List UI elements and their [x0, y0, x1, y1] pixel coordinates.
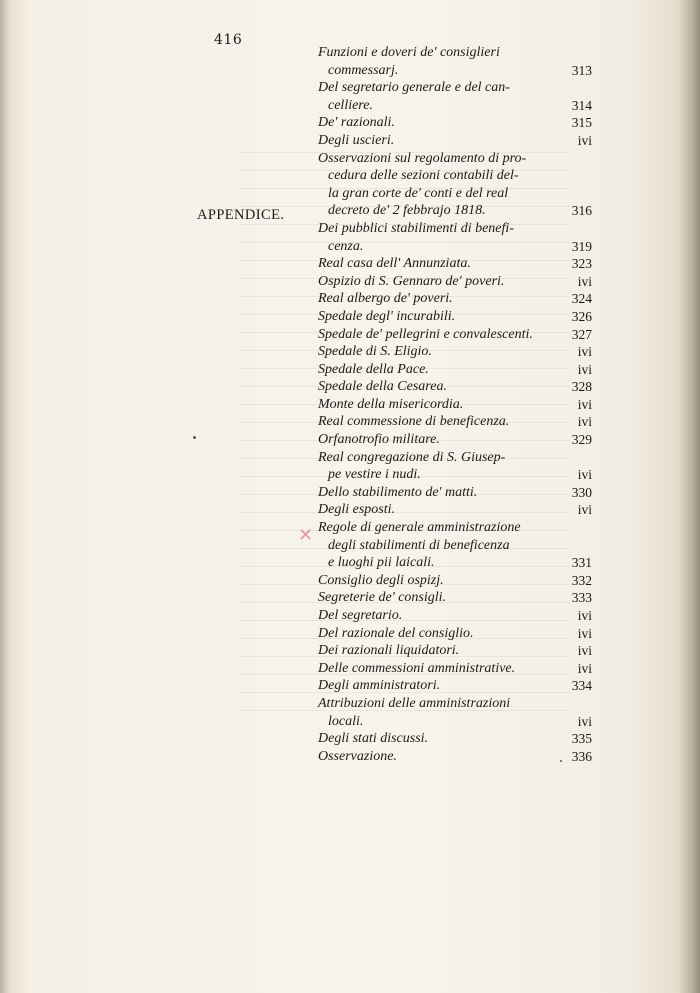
toc-entry-title: Degli amministratori.	[318, 678, 441, 694]
toc-entry-title: Dei razionali liquidatori.	[318, 643, 460, 659]
toc-entry	[318, 44, 592, 79]
toc-entry-page: 319	[571, 238, 592, 254]
section-label-appendice: APPENDICE.	[197, 207, 285, 223]
toc-entry-page: 324	[571, 291, 592, 307]
toc-entry-title: Del segretario generale e del can-	[318, 80, 510, 96]
toc-entry	[318, 431, 592, 449]
toc-entry	[318, 290, 592, 308]
toc-entry-title: Degli esposti.	[318, 502, 395, 518]
toc-entry-title: Monte della misericordia.	[318, 396, 464, 412]
toc-entry-page: 330	[571, 484, 592, 500]
toc-entry-title: Real congregazione di S. Giusep-	[318, 449, 506, 465]
toc-entry-title: Spedale di S. Eligio.	[318, 344, 432, 360]
toc-entry-title: Dello stabilimento de' matti.	[318, 484, 478, 500]
page-number: 416	[214, 32, 243, 48]
toc-entry	[318, 150, 592, 220]
toc-entry	[318, 695, 592, 730]
toc-entry-title: Dei pubblici stabilimenti di benefi-	[318, 220, 514, 236]
toc-entry-page: ivi	[577, 361, 592, 377]
toc-entry-page: 333	[571, 590, 592, 606]
toc-entry-title: Orfanotrofio militare.	[318, 432, 440, 448]
toc-entry-title: De' razionali.	[318, 115, 395, 131]
toc-entry-title: Spedale de' pellegrini e convalescenti.	[318, 326, 533, 342]
toc-entry-page: 313	[571, 62, 592, 78]
toc-entry	[318, 677, 592, 695]
toc-entry-page: ivi	[577, 344, 592, 360]
toc-entry-title-continuation: decreto de' 2 febbrajo 1818.	[328, 203, 486, 219]
toc-entry-page: 326	[571, 308, 592, 324]
toc-entry	[318, 255, 592, 273]
page-edge-shadow	[678, 0, 700, 993]
toc-entry-title: Attribuzioni delle amministrazioni	[318, 695, 511, 711]
toc-entry-title-continuation: commessarj.	[328, 62, 399, 78]
toc-entry-title: Ospizio di S. Gennaro de' poveri.	[318, 273, 505, 289]
toc-entry	[318, 572, 592, 590]
toc-entry-title: Real casa dell' Annunziata.	[318, 256, 471, 272]
toc-entry-page: 327	[571, 326, 592, 342]
toc-entry	[318, 326, 592, 344]
toc-entry-title-continuation: pe vestire i nudi.	[328, 467, 421, 483]
toc-entry	[318, 607, 592, 625]
toc-entry-page: 329	[571, 432, 592, 448]
toc-entry-page: 331	[571, 555, 592, 571]
table-of-contents	[318, 44, 592, 765]
toc-entry-title: Regole di generale amministrazione	[318, 520, 521, 536]
toc-entry-title-continuation: cedura delle sezioni contabili del-	[328, 168, 519, 184]
toc-entry-page: ivi	[577, 414, 592, 430]
toc-entry-page: ivi	[577, 625, 592, 641]
toc-entry	[318, 413, 592, 431]
toc-entry-title-continuation: e luoghi pii laicali.	[328, 555, 435, 571]
toc-entry-page: 328	[571, 379, 592, 395]
toc-entry-title: Funzioni e doveri de' consiglieri	[318, 45, 500, 60]
toc-entry	[318, 449, 592, 484]
toc-entry	[318, 519, 592, 572]
ink-speck	[193, 436, 196, 439]
toc-entry	[318, 501, 592, 519]
toc-entry	[318, 625, 592, 643]
toc-entry-title: Osservazione.	[318, 748, 397, 764]
toc-entry-page: 336	[571, 748, 592, 764]
toc-entry-page: ivi	[577, 608, 592, 623]
toc-entry-title: Degli uscieri.	[318, 132, 395, 148]
toc-entry	[318, 220, 592, 255]
toc-entry-page: 314	[571, 97, 592, 113]
ink-speck	[560, 760, 562, 762]
toc-entry	[318, 273, 592, 291]
toc-entry-page: ivi	[577, 660, 592, 676]
toc-entry	[318, 79, 592, 114]
toc-entry-title: Osservazioni sul regolamento di pro-	[318, 150, 527, 166]
toc-entry-page: 335	[571, 731, 592, 747]
toc-entry	[318, 308, 592, 326]
toc-entry-title: Del razionale del consiglio.	[318, 625, 474, 641]
toc-entry-page: ivi	[577, 713, 592, 729]
toc-entry-page: 334	[571, 678, 592, 694]
toc-entry-title: Del segretario.	[318, 608, 403, 623]
toc-entry-title-continuation: celliere.	[328, 97, 373, 113]
toc-entry-title-continuation: locali.	[328, 713, 364, 729]
toc-entry-page: 315	[571, 115, 592, 131]
toc-entry-title: Real commessione di beneficenza.	[318, 414, 510, 430]
toc-entry	[318, 660, 592, 678]
toc-entry	[318, 748, 592, 766]
toc-entry-title: Degli stati discussi.	[318, 731, 429, 747]
toc-entry-title-continuation: degli stabilimenti di beneficenza	[328, 537, 510, 553]
red-x-mark-icon: ✕	[298, 525, 314, 546]
toc-entry-title: Consiglio degli ospizj.	[318, 572, 444, 588]
toc-entry-page: ivi	[577, 643, 592, 659]
toc-entry-page: 316	[571, 203, 592, 219]
toc-entry	[318, 589, 592, 607]
toc-entry	[318, 484, 592, 502]
toc-entry-page: 332	[571, 572, 592, 588]
toc-entry-page: ivi	[577, 132, 592, 148]
toc-entry-title: Spedale della Cesarea.	[318, 379, 447, 395]
toc-entry-title: Spedale degl' incurabili.	[318, 308, 456, 324]
toc-entry	[318, 361, 592, 379]
toc-entry	[318, 396, 592, 414]
toc-entry-page: 323	[571, 256, 592, 272]
toc-entry-title-continuation: la gran corte de' conti e del real	[328, 185, 509, 201]
toc-entry	[318, 642, 592, 660]
toc-entry-title-continuation: cenza.	[328, 238, 364, 254]
toc-entry-title: Delle commessioni amministrative.	[318, 660, 516, 676]
toc-entry	[318, 378, 592, 396]
toc-entry	[318, 730, 592, 748]
toc-entry	[318, 132, 592, 150]
toc-entry-title: Real albergo de' poveri.	[318, 291, 453, 307]
toc-entry-title: Spedale della Pace.	[318, 361, 429, 377]
toc-entry	[318, 114, 592, 132]
toc-entry-page: ivi	[577, 502, 592, 518]
toc-entry-page: ivi	[577, 396, 592, 412]
toc-entry-page: ivi	[577, 273, 592, 289]
toc-entry-page: ivi	[577, 467, 592, 483]
toc-entry-title: Segreterie de' consigli.	[318, 590, 447, 606]
toc-entry	[318, 343, 592, 361]
